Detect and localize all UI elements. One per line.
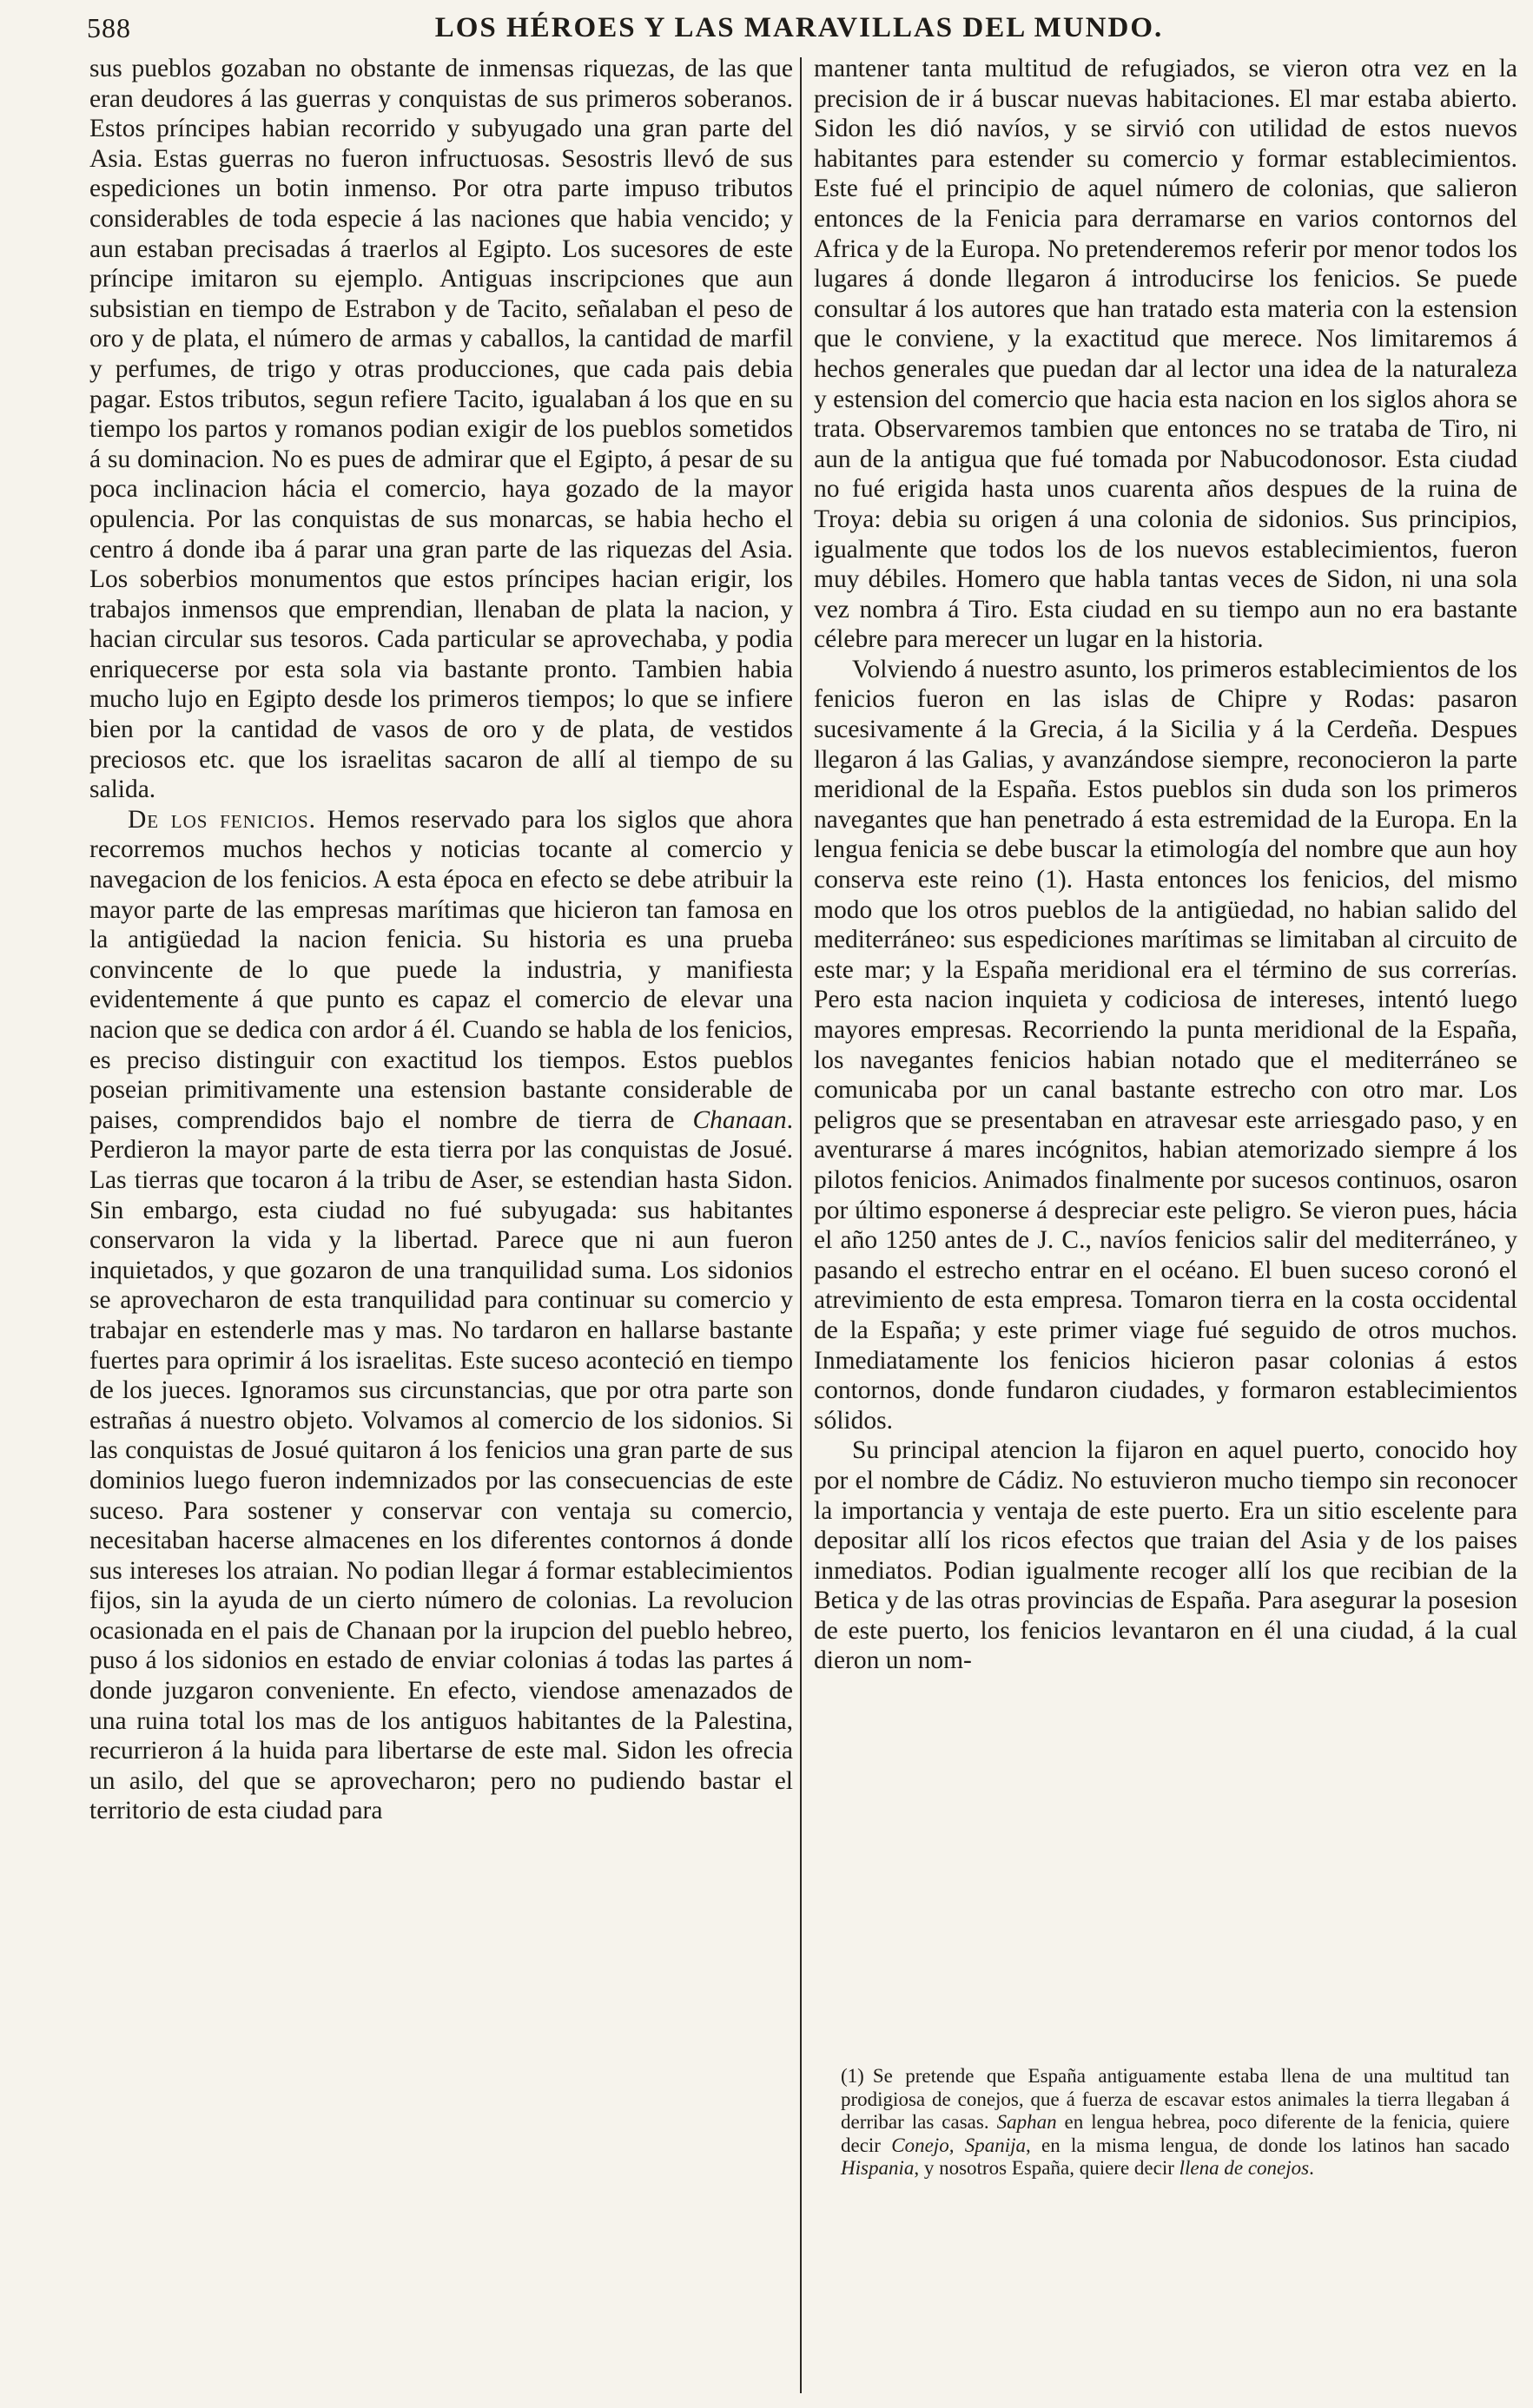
section-lead-fenicios: De los fenicios. <box>128 805 317 834</box>
footnote-italic-1: Saphan <box>996 2111 1057 2133</box>
footnote-italic-3: Hispania <box>841 2157 915 2179</box>
footnote-mark: (1) <box>841 2065 864 2087</box>
right-paragraph-2: Volviendo á nuestro asunto, los primeros establecimientos de los fenicios fueron en las islas de Chipre y Rodas: pasaron sucesivamente á la Grecia, á la Sicilia y á la Cerdeña. Despues llegaron á las Galias, y avanzándose siempre, reconocieron la parte meridional de la España. Estos pueblos sin duda son los primeros navegantes que han penetrado á esta estremidad de la Europa. En la lengua fenicia se debe buscar la etimología del nombre que aun hoy conserva este reino (1). Hasta entonces los fenicios, del mismo modo que los otros pueblos de la antigüedad, no habian salido del mediterráneo: sus espediciones marítimas se limitaban al circuito de este mar; y la España meridional era el término de sus correrías. Pero esta nacion inquieta y codiciosa de intereses, intentó luego mayores empresas. Recorriendo la punta meridional de la España, los navegantes fenicios habian notado que el mediterráneo se comunicaba por un canal bastante estrecho con otro mar. Los peligros que se presentaban en atravesar este arriesgado paso, y en aventurarse á mares incógnitos, habian atemorizado siempre á los pilotos fenicios. Animados finalmente por sucesos continuos, osaron por último esponerse á despreciar este peligro. Se vieron pues, hácia el año 1250 antes de J. C., navíos fenicios salir del mediterráneo, y pasando el estrecho entrar en el océano. El buen suceso coronó el atrevimiento de esta empresa. Tomaron tierra en la costa occidental de la España; y este primer viage fué seguido de otros muchos. Inmediatamente los fenicios hicieron pasar colonias á estos contornos, donde fundaron ciudades, y formaron establecimientos sólidos. <box>814 655 1517 1435</box>
footnote-divider <box>814 2056 1517 2057</box>
column-divider <box>800 57 802 2393</box>
footnote-italic-4: llena de conejos <box>1179 2157 1310 2179</box>
footnote-text-a: Se pretende que España antiguamente estaba llena de una multitud tan prodigiosa de conejos, que á fuerza de escavar estos animales la tierra llegaban á derribar las casas. <box>841 2065 1510 2133</box>
right-paragraph-3: Su principal atencion la fijaron en aquel puerto, conocido hoy por el nombre de Cádiz. No estuvieron mucho tiempo sin reconocer la importancia y ventaja de este puerto. Era un sitio escelente para depositar allí los ricos efectos que traian del Asia y de los paises inmediatos. Podian igualmente recoger allí los que recibian de la Betica y de las otras provincias de España. Para asegurar la posesion de este puerto, los fenicios levantaron en él una ciudad, á la cual dieron un nom- <box>814 1436 1517 1675</box>
page-number: 588 <box>87 12 131 43</box>
left-paragraph-1: sus pueblos gozaban no obstante de inmensas riquezas, de las que eran deudores á las guerras y conquistas de sus primeros soberanos. Estos príncipes habian recorrido y subyugado una gran parte del Asia. Estas guerras no fueron infructuosas. Sesostris llevó de sus espediciones un botin inmenso. Por otra parte impuso tributos considerables de toda especie á las naciones que habia vencido; y aun estaban precisadas á traerlos al Egipto. Los sucesores de este príncipe imitaron su ejemplo. Antiguas inscripciones que aun subsistian en tiempo de Estrabon y de Tacito, señalaban el peso de oro y de plata, el número de armas y caballos, la cantidad de marfil y perfumes, de trigo y otras producciones, que cada pais debia pagar. Estos tributos, segun refiere Tacito, igualaban á los que en su tiempo los partos y romanos podian exigir de los pueblos sometidos á su dominacion. No es pues de admirar que el Egipto, á pesar de su poca inclinacion hácia el comercio, haya gozado de la mayor opulencia. Por las conquistas de sus monarcas, se habia hecho el centro á donde iba á parar una gran parte de las riquezas del Asia. Los soberbios monumentos que estos príncipes hacian erigir, los trabajos inmensos que emprendian, llenaban de plata la nacion, y hacian circular sus tesoros. Cada particular se aprovechaba, y podia enriquecerse por esta sola via bastante pronto. Tambien habia mucho lujo en Egipto desde los primeros tiempos; lo que se infiere bien por la cantidad de vasos de oro y de plata, de vestidos preciosos etc. que los israelitas sacaron de allí al tiempo de su salida. <box>89 55 793 804</box>
left-paragraph-2-text-a: Hemos reservado para los siglos que ahora recorremos muchos hechos y noticias tocante al comercio y navegacion de los fenicios. A esta época en efecto se debe atribuir la mayor parte de las empresas marítimas que hicieron tan famosa en la antigüedad la nacion fenicia. Su historia es una prueba convincente de lo que puede la industria, y manifiesta evidentemente á que punto es capaz el comercio de elevar una nacion que se dedica con ardor á él. Cuando se habla de los fenicios, es preciso distinguir con exactitud los tiempos. Estos pueblos poseian primitivamente una estension bastante considerable de paises, comprendidos bajo el nombre de tierra de <box>89 805 793 1134</box>
footnote-text-e: . <box>1309 2157 1314 2179</box>
right-paragraph-1: mantener tanta multitud de refugiados, se vieron otra vez en la precision de ir á buscar nuevas habitaciones. El mar estaba abierto. Sidon les dió navíos, y se sirvió con utilidad de estos nuevos habitantes para estender su comercio y formar establecimientos. Este fué el principio de aquel número de colonias, que salieron entonces de la Fenicia para derramarse en varios contornos del Africa y de la Europa. No pretenderemos referir por menor todos los lugares á donde llegaron á introducirse los fenicios. Se puede consultar á los autores que han tratado esta materia con la estension que le conviene, y la exactitud que merece. Nos limitaremos á hechos generales que puedan dar al lector una idea de la naturaleza y estension del comercio que hacia esta nacion en los siglos ahora se trata. Observaremos tambien que entonces no se trataba de Tiro, ni aun de la antigua que fué tomada por Nabucodonosor. Esta ciudad no fué erigida hasta unos cuarenta años despues de la ruina de Troya: debia su origen á una colonia de sidonios. Sus principios, igualmente que todos los de los nuevos establecimientos, fueron muy débiles. Homero que habla tantas veces de Sidon, ni una sola vez nombra á Tiro. Esta ciudad en su tiempo aun no era bastante célebre para merecer un lugar en la historia. <box>814 55 1517 654</box>
running-head <box>87 12 1511 52</box>
left-paragraph-2-text-b: . Perdieron la mayor parte de esta tierra por las conquistas de Josué. Las tierras que tocaron á la tribu de Aser, se estendian hasta Sidon. Sin embargo, esta ciudad no fué subyugada: sus habitantes conservaron la vida y la libertad. Parece que ni aun fueron inquietados, y que gozaron de una tranquilidad suma. Los sidonios se aprovecharon de esta tranquilidad para continuar su comercio y trabajar en estenderle mas y mas. No tardaron en hallarse bastante fuertes para oprimir á los israelitas. Este suceso aconteció en tiempo de los jueces. Ignoramos sus circunstancias, que por otra parte son estrañas á nuestro objeto. Volvamos al comercio de los sidonios. Si las conquistas de Josué quitaron á los fenicios una gran parte de sus dominios luego fueron indemnizados por las consecuencias de este suceso. Para sostener y conservar con ventaja su comercio, necesitaban hacerse almacenes en los diferentes contornos á donde sus intereses los atraian. No podian llegar á formar establecimientos fijos, sin la ayuda de un cierto número de colonias. La revolucion ocasionada en el pais de Chanaan por la irupcion del pueblo hebreo, puso á los sidonios en estado de enviar colonias á todas las partes á donde juzgaron conveniente. En efecto, viendose amenazados de una ruina total los mas de los antiguos habitantes de la Palestina, recurrieron á la huida para libertarse de este mal. Sidon les ofrecia un asilo, del que se aprovecharon; pero no pudiendo bastar el territorio de esta ciudad para <box>89 1105 793 1825</box>
right-column <box>814 54 1517 2049</box>
footnote-text-b: en lengua hebrea, poco diferente de la fenicia, quiere decir <box>841 2111 1510 2156</box>
left-paragraph-2 <box>89 805 793 1826</box>
page-title: LOS HÉROES Y LAS MARAVILLAS DEL MUNDO. <box>434 12 1164 43</box>
left-paragraph-2-italic: Chanaan <box>692 1105 787 1134</box>
left-column <box>89 54 793 1826</box>
footnote-text-c: , en la misma lengua, de donde los latinos han sacado <box>1026 2134 1510 2156</box>
footnote <box>841 2065 1510 2180</box>
footnote-text-d: , y nosotros España, quiere decir <box>914 2157 1179 2179</box>
footnote-italic-2: Conejo, Spanija <box>891 2134 1026 2156</box>
